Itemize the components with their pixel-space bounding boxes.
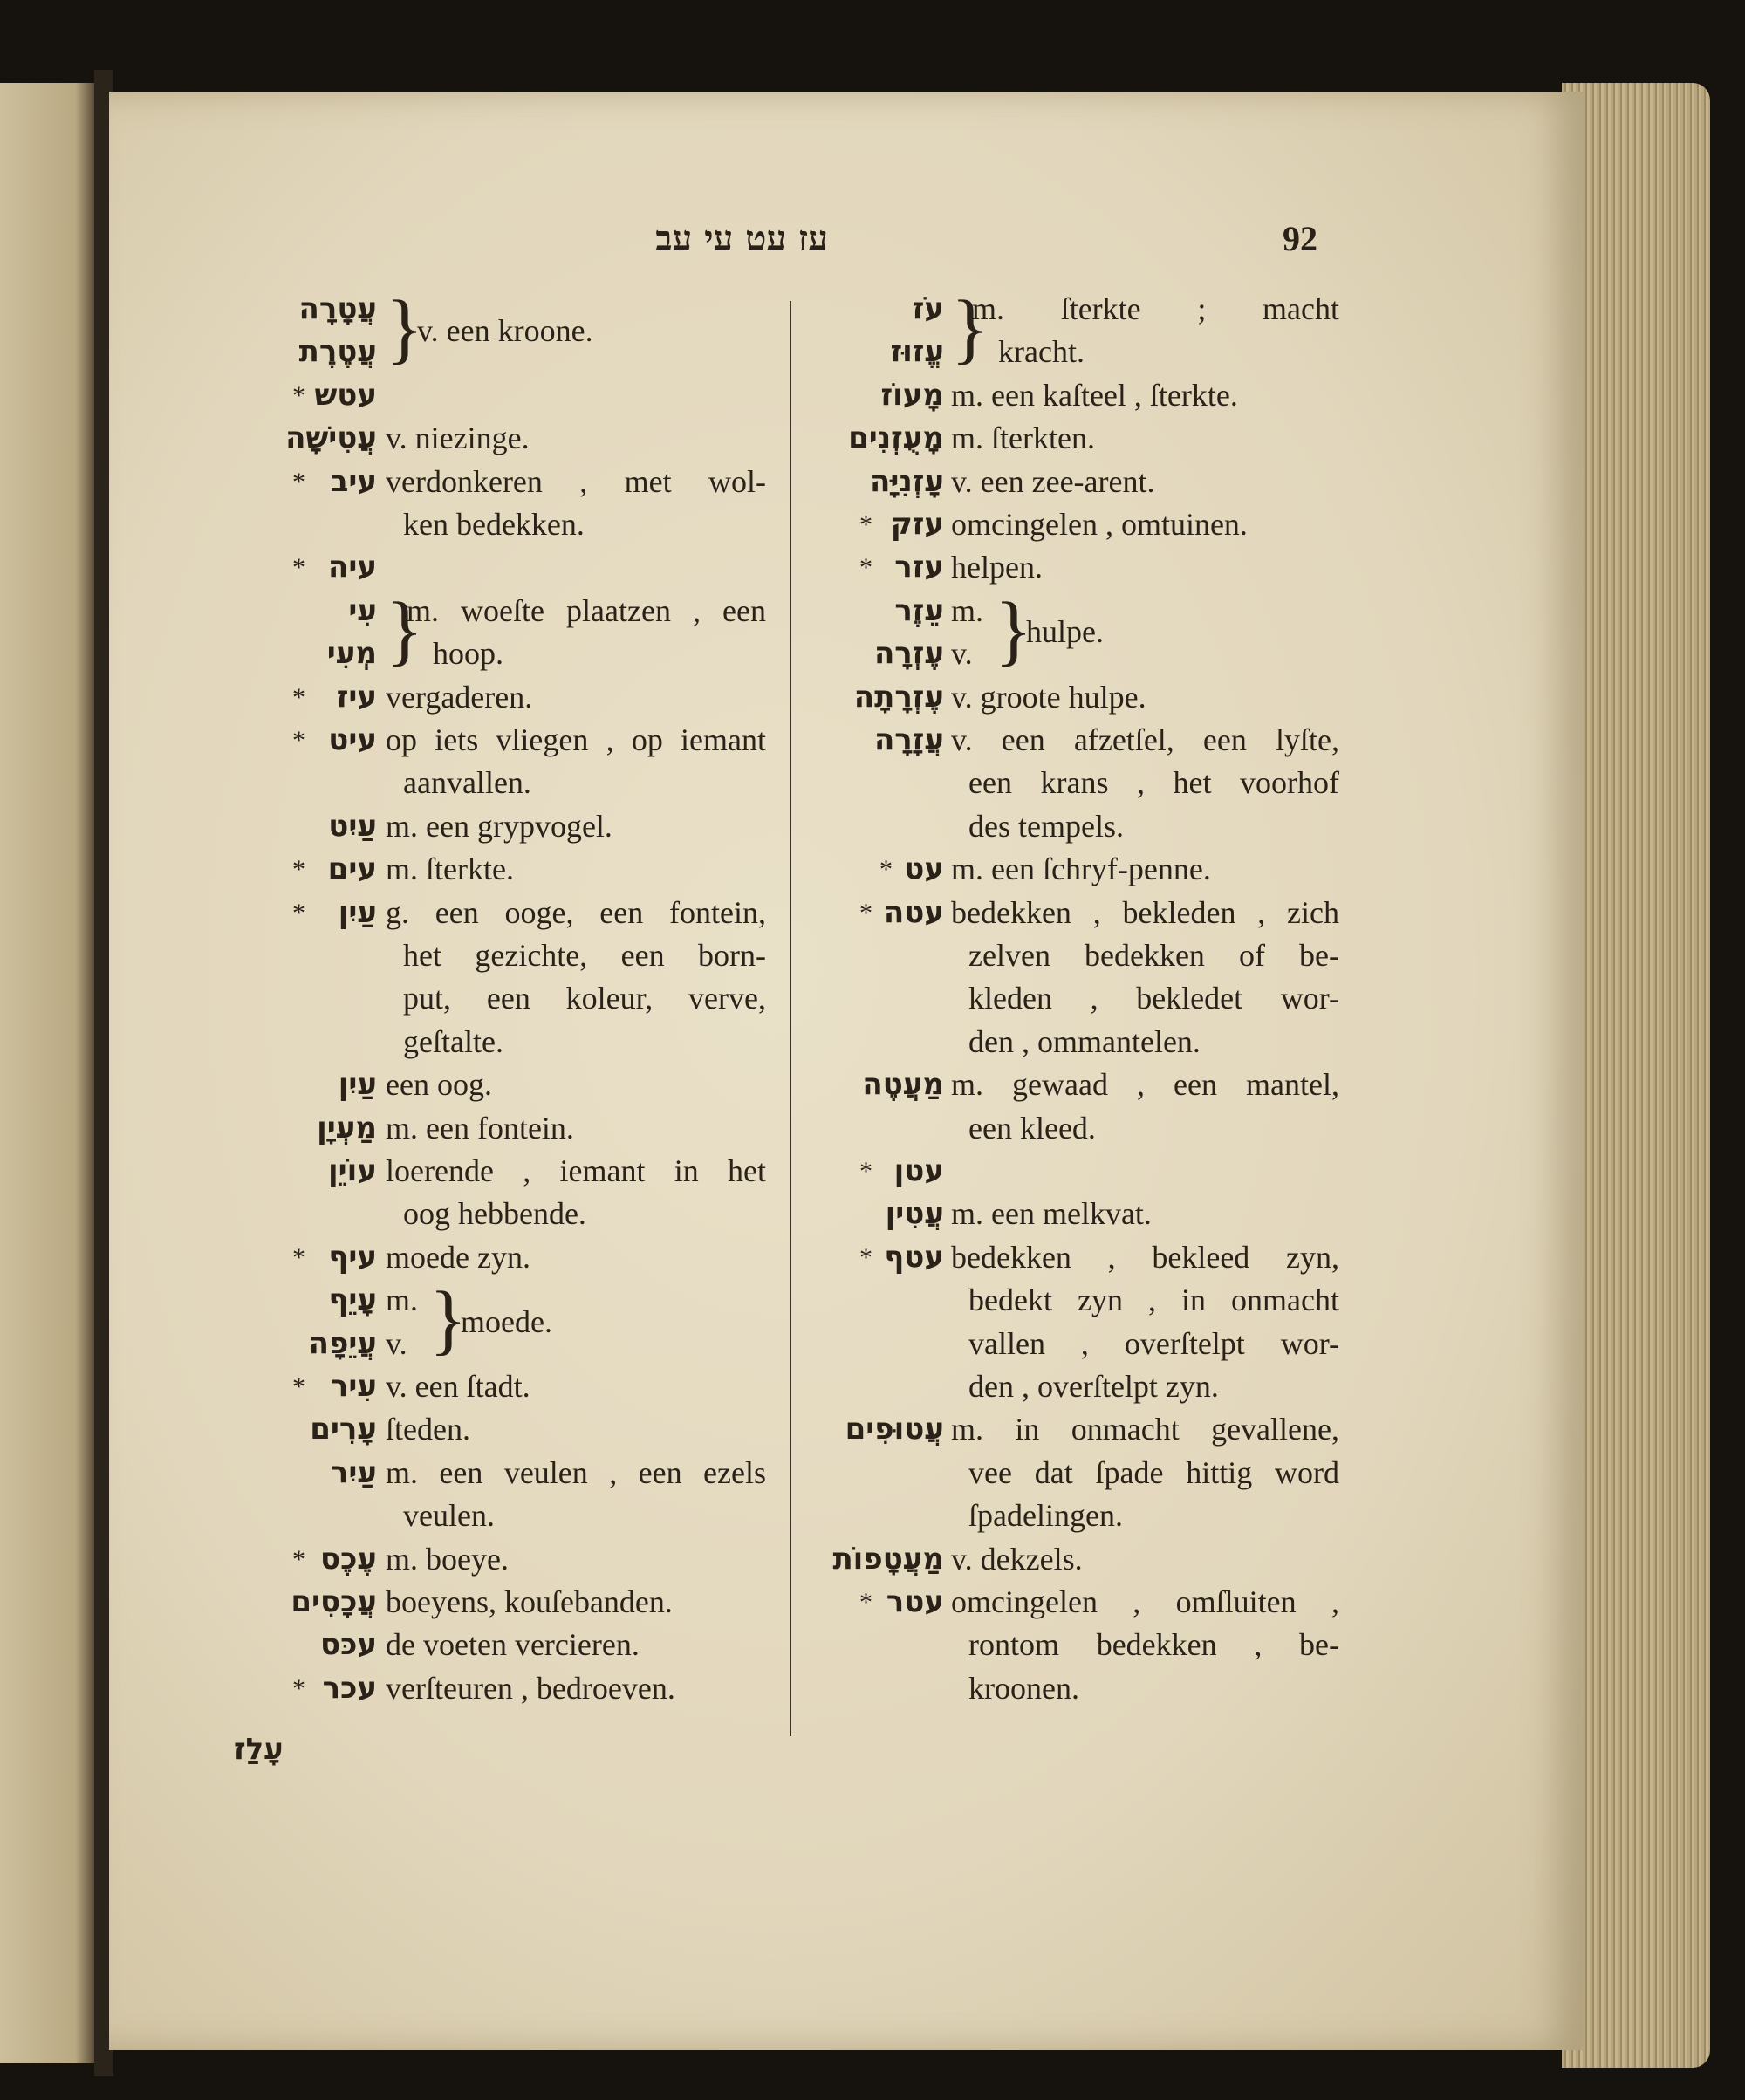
gloss-text: den , overſtelpt zyn. [968, 1368, 1219, 1404]
gloss-text: m. een veulen , een ezels [386, 1454, 766, 1490]
hebrew-headword: מַעְיָן [317, 1110, 377, 1146]
gloss-text: vallen , overſtelpt wor- [968, 1325, 1339, 1361]
hebrew-headword: עַיִן [338, 894, 377, 930]
root-marker: * [859, 898, 872, 927]
hebrew-headword: עיז [336, 679, 377, 715]
entry-line [0, 1323, 1396, 1365]
hebrew-headword: עֲטִישָׁה [285, 421, 377, 456]
entry-line [0, 1408, 1396, 1451]
hebrew-headword: עיט [328, 722, 377, 757]
gloss-text: kroonen. [968, 1670, 1079, 1706]
hebrew-headword: עֶכֶס [320, 1541, 377, 1577]
hebrew-headword: עכר [322, 1670, 377, 1706]
brace: } [386, 586, 424, 674]
hebrew-headword: עטש [314, 377, 377, 413]
gloss-text: ken bedekken. [403, 506, 585, 542]
entry-line [0, 1236, 1396, 1279]
entry-line [0, 546, 1396, 589]
gloss-text: v. een kroone. [417, 312, 593, 348]
hebrew-headword: עיף [328, 1239, 377, 1275]
hebrew-headword: עֲטֶרֶת [298, 334, 377, 370]
entry-line [0, 374, 1396, 417]
hebrew-headword: עַיִן [338, 1067, 377, 1103]
gloss-text: m. ſterkte ; macht [972, 291, 1339, 326]
gender-label: v. [951, 636, 973, 672]
hebrew-headword: עזק [890, 507, 944, 542]
hebrew-headword: מָעוֹז [880, 377, 944, 413]
root-marker: * [292, 682, 305, 712]
gloss-text: zelven bedekken of be- [968, 937, 1339, 973]
hebrew-headword: עֲטִין [885, 1196, 944, 1232]
gloss-text: een oog. [386, 1067, 492, 1103]
hebrew-headword: עֲזָרָה [873, 722, 944, 757]
gloss-text: m. een ſchryf-penne. [951, 852, 1211, 887]
hebrew-headword: עֲטוּפִים [845, 1412, 944, 1447]
hebrew-headword: מַעֲטֶה [862, 1067, 944, 1103]
root-marker: * [859, 553, 872, 583]
hebrew-headword: מְעִי [326, 636, 377, 672]
gloss-text: op iets vliegen , op iemant [386, 722, 766, 757]
root-marker: * [879, 855, 893, 885]
gloss-text: bedekken , bekleden , zich [951, 894, 1339, 930]
root-marker: * [292, 898, 305, 927]
gloss-text: v. een zee-arent. [951, 463, 1155, 499]
hebrew-headword: עִי [348, 592, 377, 628]
gloss-text: moede zyn. [386, 1239, 530, 1275]
brace: } [995, 586, 1033, 674]
brace: } [429, 1276, 468, 1364]
entry-line [0, 719, 1396, 762]
root-marker: * [859, 1242, 872, 1272]
gloss-text: aanvallen. [403, 765, 531, 801]
gloss-line [0, 331, 1396, 373]
right-column [0, 285, 1396, 1771]
gloss-text: loerende , iemant in het [386, 1153, 766, 1188]
hebrew-headword: עטן [893, 1153, 944, 1188]
gloss-text: moede. [461, 1303, 552, 1339]
entry-line [0, 934, 1396, 977]
gloss-text: m. een kaſteel , ſterkte. [951, 377, 1238, 413]
gloss-text: m. gewaad , een mantel, [951, 1067, 1339, 1103]
hebrew-headword: עכּס [319, 1627, 377, 1663]
entry-line [0, 848, 1396, 891]
hebrew-headword: עים [327, 852, 377, 887]
entry-line [0, 1667, 1396, 1710]
entry-line [0, 1495, 1396, 1537]
gloss-text: bedekken , bekleed zyn, [951, 1239, 1339, 1275]
gloss-text: v. een afzetſel, een lyſte, [951, 722, 1339, 757]
page-edges [1562, 83, 1710, 2068]
gloss-text: m. woeſte plaatzen , een [407, 592, 766, 628]
entry-line [0, 1150, 1396, 1193]
root-marker: * [859, 1157, 872, 1186]
root-marker: * [292, 855, 305, 885]
gloss-text: m. in onmacht gevallene, [951, 1412, 1339, 1447]
gloss-text: veulen. [403, 1498, 495, 1534]
entry-line [0, 1452, 1396, 1495]
hebrew-headword: עֶזְרָה [873, 636, 944, 672]
root-marker: * [292, 1242, 305, 1272]
gloss-text: boeyens, kouſebanden. [386, 1584, 673, 1619]
root-marker: * [292, 1673, 305, 1703]
hebrew-headword: עָיֵף [328, 1283, 377, 1318]
hebrew-headword: עט [904, 852, 944, 887]
entry-line [0, 805, 1396, 848]
gloss-text: v. groote hulpe. [951, 679, 1146, 715]
gloss-text: verſteuren , bedroeven. [386, 1670, 675, 1706]
gloss-text: ſpadelingen. [968, 1498, 1123, 1534]
root-marker: * [859, 1588, 872, 1617]
entry-line [0, 1107, 1396, 1150]
entry-line [0, 762, 1396, 804]
hebrew-headword: עֶזְרָתָה [853, 679, 944, 715]
root-marker: * [292, 553, 305, 583]
entry-line [0, 1193, 1396, 1235]
root-marker: * [292, 1544, 305, 1574]
gloss-text: de voeten vercieren. [386, 1627, 640, 1663]
gloss-text: m. ſterkten. [951, 421, 1095, 456]
gloss-text: v. niezinge. [386, 421, 530, 456]
hebrew-headword: עוֹיֵן [328, 1153, 377, 1188]
hebrew-headword: עזר [894, 550, 944, 585]
gloss-text: hoop. [433, 636, 503, 672]
hebrew-headword: עָזְנִיָּה [870, 463, 944, 499]
gloss-text: kleden , bekledet wor- [968, 981, 1339, 1016]
gloss-text: omcingelen , omſluiten , [951, 1584, 1339, 1619]
gloss-text: m. ſterkte. [386, 852, 514, 887]
hebrew-headword: עֲטָרָה [298, 291, 377, 326]
entry-line [0, 1064, 1396, 1106]
gloss-text: v. een ſtadt. [386, 1369, 530, 1404]
gloss-text: oog hebbende. [403, 1196, 586, 1232]
gloss-text: omcingelen , omtuinen. [951, 507, 1248, 542]
gloss-text: vergaderen. [386, 679, 533, 715]
root-marker: * [292, 1372, 305, 1401]
catchword: עָלַז [234, 1732, 284, 1767]
hebrew-headword: עטה [883, 894, 944, 930]
gloss-text: kracht. [998, 334, 1085, 370]
hebrew-headword: עֱזוּז [890, 334, 944, 370]
brace: } [951, 285, 989, 372]
entry-line [0, 461, 1396, 503]
hebrew-headword: עָרִים [310, 1412, 377, 1447]
gloss-text: geſtalte. [403, 1023, 503, 1059]
page-number: 92 [1283, 219, 1317, 258]
hebrew-headword: עיב [330, 463, 377, 499]
brace: } [386, 285, 424, 372]
gloss-text: m. boeye. [386, 1541, 509, 1577]
entry-line [0, 977, 1396, 1020]
hebrew-headword: עִיר [330, 1369, 377, 1404]
hebrew-headword: עיה [327, 550, 377, 585]
gender-label: m. [386, 1283, 419, 1318]
gender-label: m. [951, 592, 984, 628]
hebrew-headword: עַיִר [330, 1454, 377, 1490]
page-header [0, 218, 1658, 270]
gloss-text: g. een ooge, een fontein, [386, 894, 766, 930]
gloss-text: des tempels. [968, 808, 1124, 844]
gloss-text: een krans , het voorhof [968, 765, 1339, 801]
hebrew-headword: מַעֲטָפוֹת [832, 1541, 944, 1577]
hebrew-headword: עֲיֵפָה [308, 1325, 377, 1361]
gloss-text: het gezichte, een born- [403, 937, 766, 973]
hebrew-headword: עטר [886, 1584, 944, 1619]
gloss-text: den , ommantelen. [968, 1023, 1201, 1059]
entry-line [0, 1538, 1396, 1581]
entry-line [0, 1581, 1396, 1624]
entry-line [0, 1624, 1396, 1666]
hebrew-headword: עֵזֶר [894, 592, 944, 628]
root-marker: * [292, 726, 305, 755]
entry-line [0, 417, 1396, 460]
entry-line [0, 892, 1396, 934]
gloss-text: m. een melkvat. [951, 1196, 1152, 1232]
entry-line [0, 676, 1396, 719]
gloss-text: m. een fontein. [386, 1110, 574, 1146]
hebrew-headword: עֹז [912, 291, 944, 326]
gloss-text: verdonkeren , met wol- [386, 463, 766, 499]
gloss-text: v. dekzels. [951, 1541, 1083, 1577]
gloss-text: bedekt zyn , in onmacht [968, 1283, 1339, 1318]
entry-line [0, 503, 1396, 546]
gloss-text: rontom bedekken , be- [968, 1627, 1339, 1663]
gloss-text: helpen. [951, 550, 1043, 585]
gloss-text: vee dat ſpade hittig word [968, 1454, 1339, 1490]
root-marker: * [292, 467, 305, 496]
gloss-text: ſteden. [386, 1412, 470, 1447]
entry-line [0, 1021, 1396, 1064]
entry-line [0, 1279, 1396, 1322]
gloss-text: hulpe. [1026, 614, 1104, 650]
gloss-text: m. een grypvogel. [386, 808, 612, 844]
hebrew-headword: עטף [884, 1239, 944, 1275]
gloss-line [0, 611, 1396, 653]
entry-line [0, 1365, 1396, 1408]
hebrew-headword: עַיִט [328, 808, 377, 844]
gloss-line [0, 288, 1396, 331]
gloss-text: put, een koleur, verve, [403, 981, 766, 1016]
root-marker: * [292, 380, 305, 410]
hebrew-headword: עֲכָסִים [291, 1584, 377, 1619]
running-head: עז עט עי עב [655, 218, 828, 259]
gloss-text: een kleed. [968, 1110, 1096, 1146]
hebrew-headword: מָעֻזְנִים [848, 421, 944, 456]
root-marker: * [859, 510, 872, 539]
gender-label: v. [386, 1325, 407, 1361]
